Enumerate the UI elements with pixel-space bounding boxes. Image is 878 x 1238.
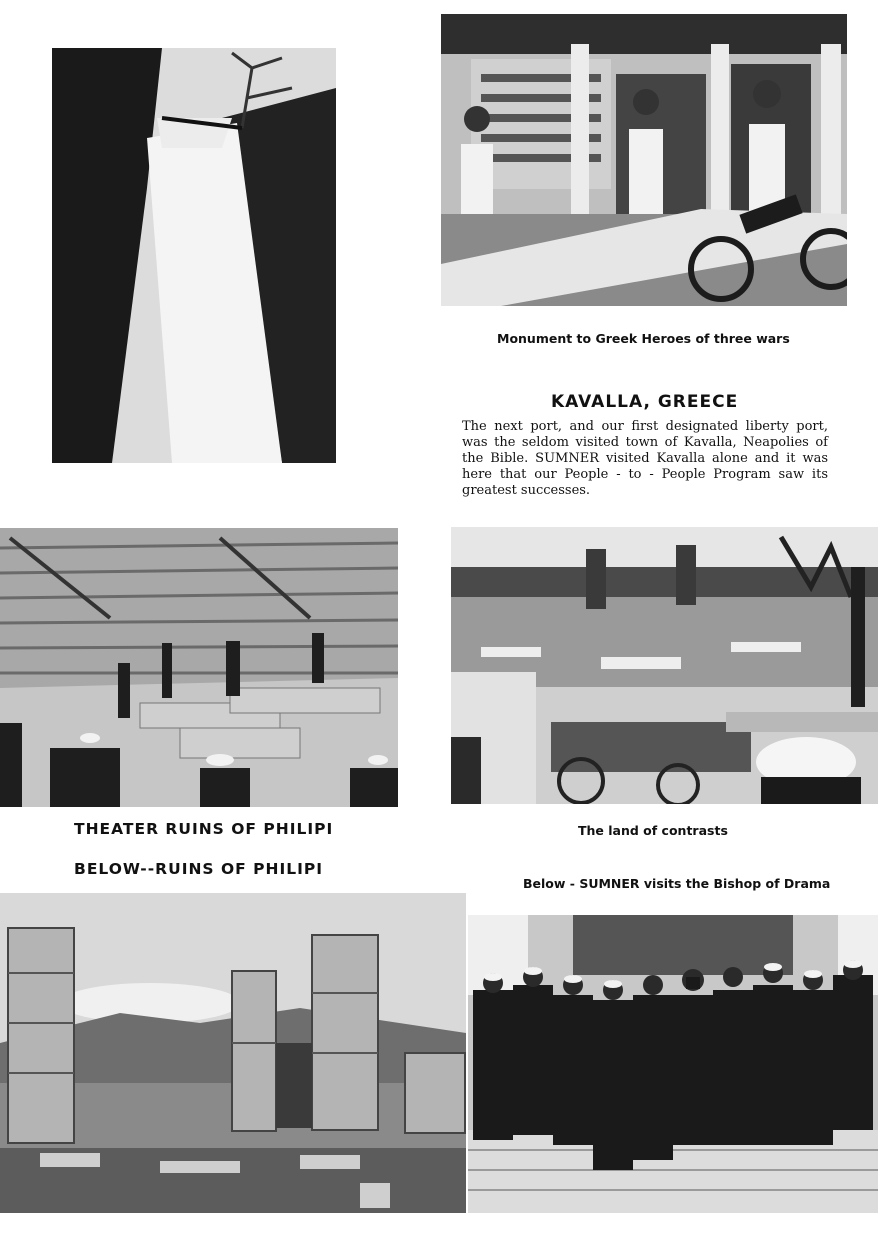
- article-body: The next port, and our first designated liberty port, was the seldom visited town of Kavalla, Neapolies of the Bible. SUMNER visited Kavalla alone and it was here that our People - to - People Program saw its greatest successes.: [462, 419, 828, 498]
- article-heading: KAVALLA, GREECE: [551, 392, 739, 412]
- theater-caption: THEATER RUINS OF PHILIPI: [74, 820, 334, 838]
- bishop-caption: Below - SUMNER visits the Bishop of Drama: [523, 876, 831, 891]
- below-ruins-caption: BELOW--RUINS OF PHILIPI: [74, 860, 324, 878]
- land-caption: The land of contrasts: [578, 823, 728, 838]
- land-of-contrasts-photo: [451, 527, 878, 804]
- ruins-of-philipi-photo: [0, 893, 466, 1213]
- monument-caption: Monument to Greek Heroes of three wars: [497, 331, 790, 346]
- monument-photo: [441, 14, 847, 306]
- waterfall-photo: [52, 48, 336, 463]
- theater-ruins-photo: [0, 528, 398, 807]
- bishop-of-drama-photo: [468, 915, 878, 1213]
